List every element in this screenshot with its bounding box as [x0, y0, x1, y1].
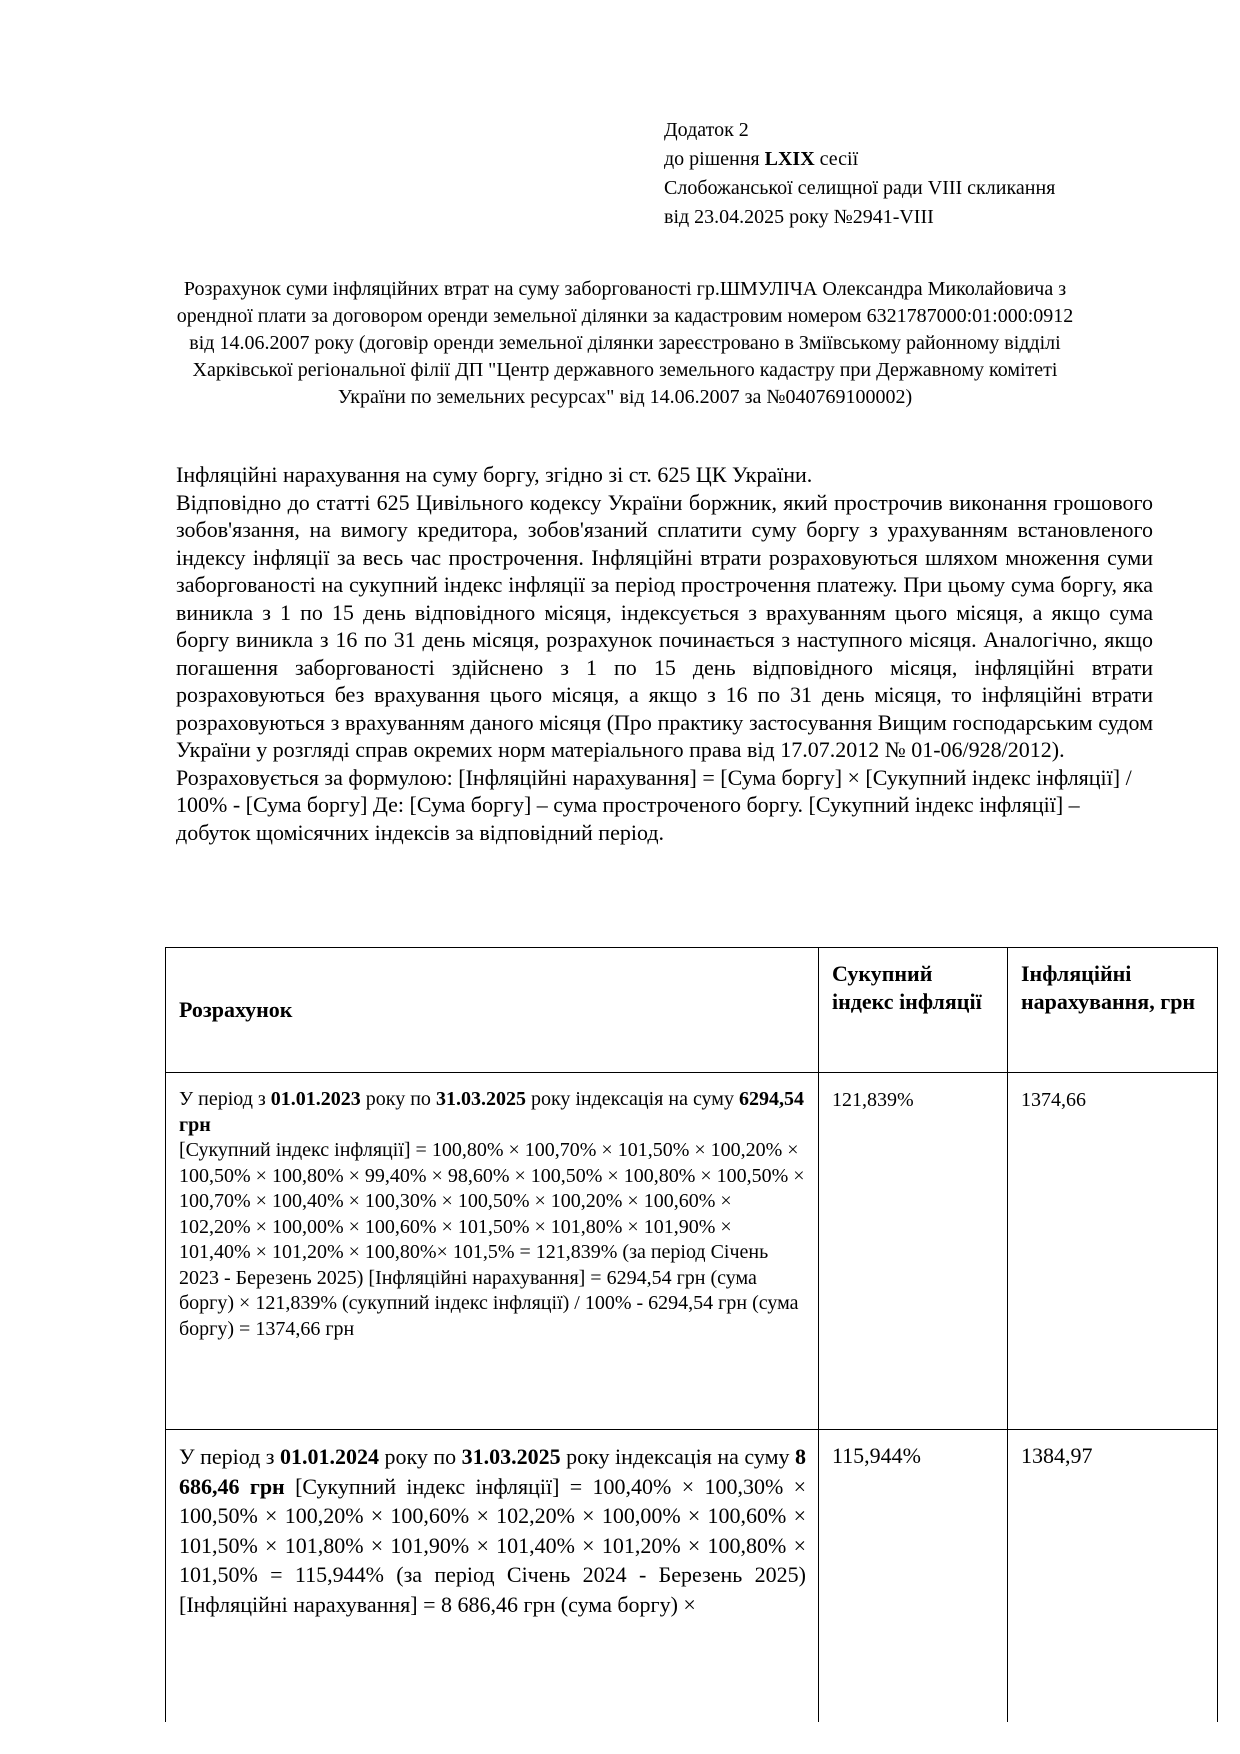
session-number: LXIX [764, 148, 815, 170]
calculation-table [165, 947, 1218, 1722]
annex-decision-line: до рішення LXIX сесії [664, 148, 859, 170]
row-accrual-cell: 1384,97 [1008, 1430, 1218, 1723]
annex-block [664, 116, 1055, 232]
row-index-cell: 115,944% [819, 1430, 1008, 1723]
intro-heading: Інфляційні нарахування на суму боргу, згідно зі ст. 625 ЦК України. [176, 462, 813, 487]
row-accrual-cell: 1374,66 [1008, 1073, 1218, 1430]
intro-formula: Розраховується за формулою: [Інфляційні нарахування] = [Сума боргу] × [Сукупний індекс інфляції] / 100% - [Сума боргу] Де: [Сума боргу] – сума простроченого боргу. [Сукупний індекс інфляції] – добуток щомісячних індексів за відповідний період. [176, 764, 1132, 845]
intro-body: Відповідно до статті 625 Цивільного кодексу України боржник, який прострочив виконання грошового зобов'язання, на вимогу кредитора, зобов'язаний сплатити суму боргу з урахуванням встановленого індексу інфляції за весь час прострочення. Інфляційні втрати розраховуються шляхом множення суми заборгованості на сукупний індекс інфляції за період прострочення платежу. При цьому сума боргу, яка виникла з 1 по 15 день відповідного місяця, індексується з врахуванням цього місяця, а якщо сума боргу виникла з 16 по 31 день місяця, розрахунок починається з наступного місяця. Аналогічно, якщо погашення заборгованості здійснено з 1 по 15 день відповідного місяця, інфляційні втрати розраховуються без врахування цього місяця, а якщо з 16 по 31 день місяця, то інфляційні втрати розраховуються з врахуванням даного місяця (Про практику застосування Вищим господарським судом України у розгляді справ окремих норм матеріального права від 17.07.2012 № 01-06/928/2012). [176, 489, 1153, 762]
period-end: 31.03.2025 [435, 1088, 526, 1110]
period-end: 31.03.2025 [461, 1444, 561, 1469]
period-start: 01.01.2023 [270, 1088, 361, 1110]
debt-amount: 8 686,46 грн [179, 1444, 807, 1499]
intro-section [176, 461, 1153, 846]
period-start: 01.01.2024 [280, 1444, 379, 1469]
calc-details: [Сукупний індекс інфляції] = 100,40% × 100,30% × 100,50% × 100,20% × 100,60% × 102,20% × 100,00% × 100,60% × 101,50% × 101,80% × 101,90% × 101,40% × 101,20% × 100,80% × 101,50% = 115,944% (за період Січень 2024 - Березень 2025) [Інфляційні нарахування] = 8 686,46 грн (сума боргу) × [179, 1473, 807, 1617]
calc-details: [Сукупний індекс інфляції] = 100,80% × 100,70% × 101,50% × 100,20% × 100,50% × 100,80% × 99,40% × 98,60% × 100,50% × 100,80% × 100,50% × 100,70% × 100,40% × 100,30% × 100,50% × 100,20% × 100,60% × 102,20% × 100,00% × 100,60% × 101,50% × 101,80% × 101,90% × 101,40% × 101,20% × 100,80%× 101,5% = 121,839% (за період Січень 2023 - Березень 2025) [Інфляційні нарахування] = 6294,54 грн (сума боргу) × 121,839% (сукупний індекс інфляції) / 100% - 6294,54 грн (сума боргу) = 1374,66 грн [179, 1139, 805, 1340]
annex-number: Додаток 2 [664, 119, 749, 141]
table-row [166, 1430, 1218, 1723]
header-calc: Розрахунок [166, 948, 819, 1073]
table-header-row [166, 948, 1218, 1073]
row-index-cell: 121,839% [819, 1073, 1008, 1430]
document-title: Розрахунок суми інфляційних втрат на суму заборгованості гр.ШМУЛІЧА Олександра Миколайовича з орендної плати за договором оренди земельної ділянки за кадастровим номером 6321787000:01:000:0912 від 14.06.2007 року (договір оренди земельної ділянки зареєстровано в Зміївському районному відділі Харківської регіональної філії ДП "Центр державного земельного кадастру при Державному комітеті України по земельних ресурсах" від 14.06.2007 за №040769100002) [176, 278, 1074, 408]
annex-date: від 23.04.2025 року №2941-VIII [664, 206, 934, 228]
row-calc-cell: У період з 01.01.2023 року по 31.03.2025 року індексація на суму 6294,54 грн [Сукупний індекс інфляції] = 100,80% × 100,70% × 101,50% × 100,20% × 100,50% × 100,80% × 99,40% × 98,60% × 100,50% × 100,80% × 100,50% × 100,70% × 100,40% × 100,30% × 100,50% × 100,20% × 100,60% × 102,20% × 100,00% × 100,60% × 101,50% × 101,80% × 101,90% × 101,40% × 101,20% × 100,80%× 101,5% = 121,839% (за період Січень 2023 - Березень 2025) [Інфляційні нарахування] = 6294,54 грн (сума боргу) × 121,839% (сукупний індекс інфляції) / 100% - 6294,54 грн (сума боргу) = 1374,66 грн [166, 1073, 819, 1430]
annex-council: Слобожанської селищної ради VIII скликання [664, 177, 1056, 199]
row-calc-cell: У період з 01.01.2024 року по 31.03.2025 року індексація на суму 8 686,46 грн [Сукупний індекс інфляції] = 100,40% × 100,30% × 100,50% × 100,20% × 100,60% × 102,20% × 100,00% × 100,60% × 101,50% × 101,80% × 101,90% × 101,40% × 101,20% × 100,80% × 101,50% = 115,944% (за період Січень 2024 - Березень 2025) [Інфляційні нарахування] = 8 686,46 грн (сума боргу) × [166, 1430, 819, 1723]
header-accrual: Інфляційні нарахування, грн [1008, 948, 1218, 1073]
header-index: Сукупний індекс інфляції [819, 948, 1008, 1073]
table-row [166, 1073, 1218, 1430]
debt-amount: 6294,54 грн [179, 1088, 804, 1136]
